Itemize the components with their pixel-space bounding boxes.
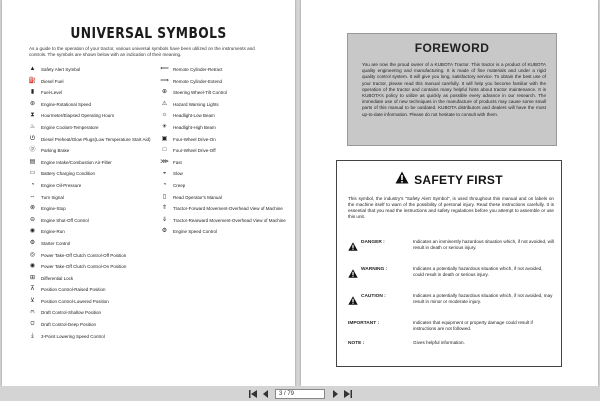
safety-first-panel (336, 160, 562, 367)
high-beam-icon: ☀ (161, 123, 168, 130)
definition-label: WARNING : (361, 267, 388, 272)
symbol-row (160, 89, 288, 101)
page-title: UNIVERSAL SYMBOLS (70, 24, 227, 42)
symbol-label: Engine Oil-Pressure (41, 182, 82, 188)
foreword-text: You are now the proud owner of a KUBOTA Tractor. This tractor is a product of KUBOTA quality engineering and manufacturing. It is made of fine materials and under a rigid quality control system. It will give you long, satisfactory service. To obtain the best use of your tractor, please read this manual carefully. It will help you become familiar with the operation of the tractor and contains many helpful hints about tractor maintenance. It is KUBOTA's policy to utilize as quickly as possible every advance in our research. The immediate use of new techniques in the manufacture of products may cause some small parts of this manual to be outdated. KUBOTA distributors and dealers will have the most up-to-date information. Please do not hesitate to consult with them. (362, 62, 546, 117)
oil-can-icon: ◔ (30, 181, 35, 188)
symbol-label: Slow (173, 171, 183, 177)
engine-speed-icon: ⊛ (29, 100, 36, 107)
four-wheel-drive-off-icon: □ (162, 147, 167, 154)
fuel-shutoff-icon: ⊖ (29, 216, 36, 223)
lowering-speed-icon: ⤓ (31, 332, 34, 339)
engine-stop-icon: ⊗ (29, 205, 36, 212)
air-filter-icon: ▤ (29, 158, 36, 165)
symbol-row (28, 136, 156, 148)
symbol-row (160, 124, 288, 136)
chevron-right-icon (332, 390, 339, 398)
symbol-label: Tractor-Forward Movement-Overhead View of Machine (173, 206, 283, 212)
symbol-row (28, 333, 156, 345)
symbol-label: Creep (173, 182, 186, 188)
definition-row (348, 339, 554, 346)
symbol-label: Engine-Rotational Speed (41, 101, 92, 107)
symbol-row (160, 159, 288, 171)
symbol-row (28, 66, 156, 78)
definition-row (348, 265, 554, 283)
cylinder-extend-icon: ⟹ (160, 77, 169, 84)
symbol-row (28, 275, 156, 287)
symbol-row (28, 286, 156, 298)
definition-label: IMPORTANT : (348, 321, 380, 326)
definition-term (348, 319, 413, 332)
fuel-level-icon: ▮ (30, 89, 35, 96)
engine-speed-control-icon: ⚙ (161, 228, 168, 235)
symbol-row (160, 136, 288, 148)
warning-triangle-icon (348, 238, 361, 256)
symbol-label: Hazard Warning Lights (173, 101, 219, 107)
low-beam-icon: ☼ (161, 112, 168, 119)
symbols-column-right (160, 66, 288, 240)
fuel-pump-icon: ⛽ (28, 77, 37, 84)
symbol-label: Turn Signal (41, 194, 64, 200)
symbol-label: Remote Cylinder-Retract (173, 67, 223, 72)
safety-intro: This symbol, the industry's "Safety Alert Symbol", is used throughout this manual and on labels on the machine itself to warn of the possibility of personal injury. Read these instructions carefully. It is essential that you read the instructions and safety regulations before you attempt to assemble or use this unit. (348, 196, 554, 219)
definition-row (348, 238, 554, 256)
symbol-label: Draft Control-Deep Position (41, 322, 97, 328)
symbol-row (160, 78, 288, 90)
cylinder-retract-icon: ⟸ (160, 66, 169, 72)
symbol-row (28, 182, 156, 194)
symbol-label: 3-Point Lowering Speed Control (41, 333, 105, 339)
symbol-label: Differential Lock (41, 275, 74, 281)
symbol-label: Engine Shut-Off Control (41, 217, 89, 223)
skip-forward-icon (343, 390, 352, 398)
symbol-label: Engine-Stop (41, 206, 66, 212)
definition-term (348, 292, 413, 310)
viewer-toolbar (0, 386, 600, 401)
chevron-left-icon (262, 390, 269, 398)
symbol-row (160, 228, 288, 240)
symbol-label: Headlight-High Beam (173, 124, 216, 130)
warning-triangle-icon: ▲ (29, 66, 36, 72)
last-page-button[interactable] (341, 388, 353, 399)
symbol-row (28, 252, 156, 264)
symbol-label: Engine Coolant-Temperature (41, 124, 99, 130)
definition-label: CAUTION : (361, 294, 386, 299)
symbol-row (160, 112, 288, 124)
symbol-row (160, 170, 288, 182)
definition-label: DANGER : (361, 240, 385, 245)
symbol-row (28, 228, 156, 240)
skip-back-icon (249, 390, 258, 398)
safety-title: SAFETY FIRST (414, 173, 503, 187)
symbol-row (28, 159, 156, 171)
symbol-label: Headlight-Low Beam (173, 113, 215, 119)
position-lowered-icon: ⊻ (30, 297, 35, 304)
symbol-row (28, 309, 156, 321)
previous-page-button[interactable] (259, 388, 271, 399)
pto-off-icon: ◎ (29, 251, 36, 258)
symbol-row (28, 240, 156, 252)
tractor-forward-icon: ⇑ (161, 205, 168, 212)
symbol-label: Read Operator's Manual (173, 194, 222, 200)
fast-rabbit-icon: ⋙ (160, 158, 169, 165)
symbol-row (28, 205, 156, 217)
definition-label: NOTE : (348, 341, 365, 346)
symbol-label: Fast (173, 159, 182, 165)
symbols-column-left (28, 66, 156, 344)
symbol-row (160, 66, 288, 78)
symbol-row (28, 89, 156, 101)
differential-lock-icon: ⊞ (29, 274, 36, 281)
symbol-row (28, 78, 156, 90)
glow-plug-icon: ᘎ (30, 135, 35, 142)
left-page (2, 0, 295, 386)
symbol-row (28, 170, 156, 182)
definition-term (348, 339, 413, 346)
first-page-button[interactable] (247, 388, 259, 399)
safety-header (337, 171, 561, 189)
definition-term (348, 238, 413, 256)
symbol-label: Draft Control-Shallow Position (41, 310, 102, 316)
definition-description: Indicates an imminently hazardous situation which, if not avoided, will result in death or serious injury. (413, 239, 554, 251)
four-wheel-drive-on-icon: ▣ (161, 135, 168, 142)
symbol-row (160, 101, 288, 113)
symbol-row (28, 298, 156, 310)
hazard-icon: ⚠ (161, 100, 168, 107)
pto-on-icon: ◉ (29, 263, 36, 270)
definition-description: Indicates that equipment or property damage could result if instructions are not followed. (413, 320, 533, 332)
warning-triangle-icon (348, 292, 361, 310)
foreword-title: FOREWORD (414, 41, 490, 55)
symbol-row (28, 147, 156, 159)
symbol-row (160, 182, 288, 194)
symbol-row (28, 124, 156, 136)
symbol-row (160, 205, 288, 217)
next-page-button[interactable] (329, 388, 341, 399)
symbol-row (28, 101, 156, 113)
creep-snail-icon: ◔ (162, 181, 167, 188)
warning-triangle-icon (348, 265, 361, 283)
manual-book-icon: ▯ (162, 193, 167, 200)
battery-icon: ▭ (29, 170, 36, 177)
symbol-label: Hourmeter/Elapsed Operating Hours (41, 113, 115, 119)
definition-row (348, 292, 554, 310)
symbol-label: Diesel Preheat/Glow Plugs(Low Temperature Start Aid) (41, 136, 151, 142)
symbol-row (28, 217, 156, 229)
symbol-label: Tractor-Rearward Movement-Overhead View of Machine (173, 217, 286, 223)
symbol-label: Diesel Fuel (41, 78, 64, 84)
intro-paragraph: As a guide to the operation of your tractor, various universal symbols have been utilized on the instruments and controls. The symbols are shown below with an indication of their meaning. (29, 46, 255, 57)
page-number-input[interactable] (275, 389, 325, 399)
thermometer-icon: ♨ (29, 123, 36, 130)
symbol-label: Remote Cylinder-Extend (173, 78, 223, 84)
symbol-label: Engine Intake/Combustion Air-Filter (41, 159, 112, 165)
symbol-label: Parking Brake (41, 148, 70, 154)
definition-description: Indicates a potentially hazardous situation which, if not avoided, could result in death or serious injury. (413, 266, 543, 278)
position-raised-icon: ⊼ (30, 286, 35, 293)
definition-term (348, 265, 413, 283)
symbol-row (28, 112, 156, 124)
symbol-label: Position Control-Raised Position (41, 287, 106, 293)
steering-wheel-icon: ⊕ (161, 89, 168, 96)
symbol-label: Engine-Run (41, 229, 65, 235)
slow-turtle-icon: ◒ (162, 170, 167, 177)
page-number-text: 3 / 79 (279, 390, 295, 397)
right-page (301, 0, 598, 386)
draft-shallow-icon: ⩀ (30, 309, 35, 316)
definition-description: Indicates a potentially hazardous situation which, if not avoided, may result in minor or moderate injury. (413, 293, 553, 305)
foreword-panel (347, 33, 557, 146)
engine-run-icon: ◉ (29, 228, 36, 235)
draft-deep-icon: ⩂ (30, 321, 35, 328)
symbol-label: Power Take-Off Clutch Control-On Position (41, 264, 127, 270)
symbol-label: Power Take-Off Clutch Control-Off Position (41, 252, 127, 258)
symbol-row (28, 194, 156, 206)
symbol-label: Four-Wheel Drive-On (173, 136, 216, 142)
turn-signal-icon: ⇔ (29, 193, 36, 200)
symbol-row (160, 217, 288, 229)
warning-triangle-icon (395, 171, 409, 189)
starter-icon: ⚙ (29, 239, 36, 246)
symbol-row (160, 194, 288, 206)
symbol-label: Engine Speed Control (173, 229, 218, 235)
symbol-row (160, 147, 288, 159)
symbol-label: Safety Alert Symbol (41, 67, 81, 72)
definition-row (348, 319, 554, 332)
tractor-reverse-icon: ⇓ (161, 216, 168, 223)
parking-brake-icon: ⓟ (29, 147, 36, 154)
symbol-label: Starter Control (41, 240, 71, 246)
symbol-label: Fuel-Level (41, 90, 63, 96)
symbol-label: Four-Wheel Drive-Off (173, 148, 216, 154)
symbol-label: Battery Charging Condition (41, 171, 96, 177)
definition-description: Gives helpful information. (413, 340, 465, 345)
symbol-row (28, 321, 156, 333)
symbol-row (28, 263, 156, 275)
symbol-label: Position Control-Lowered Position (41, 298, 109, 304)
symbol-label: Steering Wheel-Tilt Control (173, 90, 227, 96)
hourglass-icon: ⧗ (30, 112, 35, 119)
